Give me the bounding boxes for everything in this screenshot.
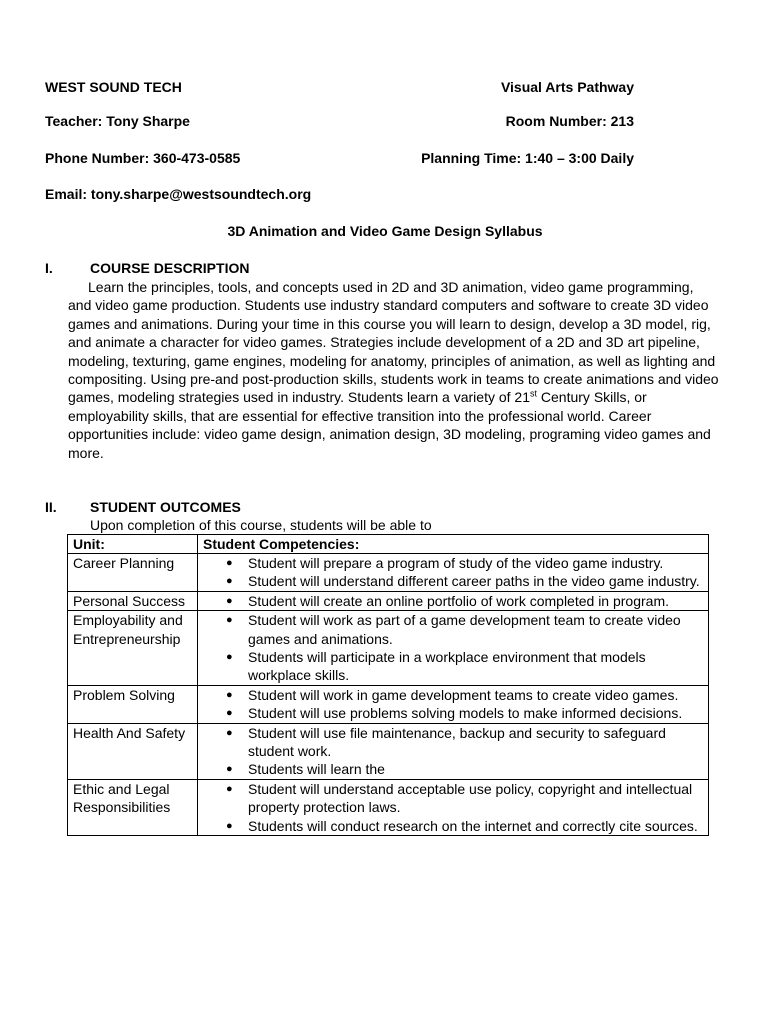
competency-item: ● Students will learn the bbox=[248, 760, 703, 778]
unit-cell: Problem Solving bbox=[68, 685, 198, 723]
competencies-cell bbox=[198, 591, 709, 610]
course-description-text: Learn the principles, tools, and concepts used in 2D and 3D animation, video game programming, and video game production. Students use industry standard computers and software to create 3D video games and animations. During your time in this course you will learn to design, develop a 3D model, rig, and animate a character for video games. Strategies include development of a 2D and 3D art pipeline, modeling, texturing, game engines, modeling for anatomy, principles of animation, as well as lighting and compositing. Using pre-and post-production skills, students work in teams to create animations and video games, modeling strategies used in industry. Students learn a variety of 21 bbox=[68, 279, 719, 406]
course-description-text-cont: Century Skills, or employability skills, that are essential for effective transition into the professional world. Career opportunities include: video game design, animation design, 3D modeling, programing video games and more. bbox=[68, 389, 711, 461]
table-row bbox=[68, 554, 709, 592]
table-row bbox=[68, 591, 709, 610]
competencies-cell bbox=[198, 611, 709, 686]
competencies-cell bbox=[198, 723, 709, 779]
competency-item: ● Student will use problems solving models to make informed decisions. bbox=[248, 704, 703, 722]
competency-item: ● Student will work in game development teams to create video games. bbox=[248, 686, 703, 704]
competency-item: ● Students will participate in a workplace environment that models workplace skills. bbox=[248, 648, 703, 685]
document-title: 3D Animation and Video Game Design Syllabus bbox=[227, 223, 543, 239]
outcomes-intro: Upon completion of this course, students will be able to bbox=[90, 517, 432, 533]
competency-item: ● Student will prepare a program of study of the video game industry. bbox=[248, 554, 703, 572]
competencies-cell bbox=[198, 554, 709, 592]
unit-column-header: Unit: bbox=[68, 535, 198, 554]
competencies-cell bbox=[198, 779, 709, 835]
course-description bbox=[68, 278, 720, 462]
unit-cell: Health And Safety bbox=[68, 723, 198, 779]
table-row bbox=[68, 779, 709, 835]
section-1-heading: COURSE DESCRIPTION bbox=[90, 260, 250, 276]
competencies-column-header: Student Competencies: bbox=[198, 535, 709, 554]
section-2-heading: STUDENT OUTCOMES bbox=[90, 499, 241, 515]
competencies-cell bbox=[198, 685, 709, 723]
room-number: Room Number: 213 bbox=[505, 113, 634, 129]
competency-item: ● Students will conduct research on the internet and correctly cite sources. bbox=[248, 817, 703, 835]
table-row bbox=[68, 723, 709, 779]
table-header-row bbox=[68, 535, 709, 554]
unit-cell: Ethic and Legal Responsibilities bbox=[68, 779, 198, 835]
ordinal-suffix: st bbox=[530, 388, 538, 399]
unit-cell: Career Planning bbox=[68, 554, 198, 592]
section-1-number: I. bbox=[45, 260, 53, 276]
email-address: Email: tony.sharpe@westsoundtech.org bbox=[45, 186, 312, 202]
competency-item: ● Student will understand acceptable use policy, copyright and intellectual property protection laws. bbox=[248, 780, 703, 817]
competency-item: ● Student will use file maintenance, backup and security to safeguard student work. bbox=[248, 724, 703, 761]
section-2-number: II. bbox=[45, 499, 57, 515]
unit-cell: Personal Success bbox=[68, 591, 198, 610]
table-row bbox=[68, 611, 709, 686]
pathway-name: Visual Arts Pathway bbox=[500, 79, 634, 95]
teacher-name: Teacher: Tony Sharpe bbox=[45, 113, 190, 129]
planning-time: Planning Time: 1:40 – 3:00 Daily bbox=[421, 150, 634, 166]
phone-number: Phone Number: 360-473-0585 bbox=[45, 150, 241, 166]
unit-cell: Employability and Entrepreneurship bbox=[68, 611, 198, 686]
competency-item: ● Student will work as part of a game development team to create video games and animations. bbox=[248, 611, 703, 648]
competency-item: ● Student will understand different career paths in the video game industry. bbox=[248, 572, 703, 590]
outcomes-table bbox=[67, 534, 709, 836]
competency-item: ● Student will create an online portfolio of work completed in program. bbox=[248, 592, 703, 610]
table-row bbox=[68, 685, 709, 723]
school-name: WEST SOUND TECH bbox=[45, 79, 182, 95]
